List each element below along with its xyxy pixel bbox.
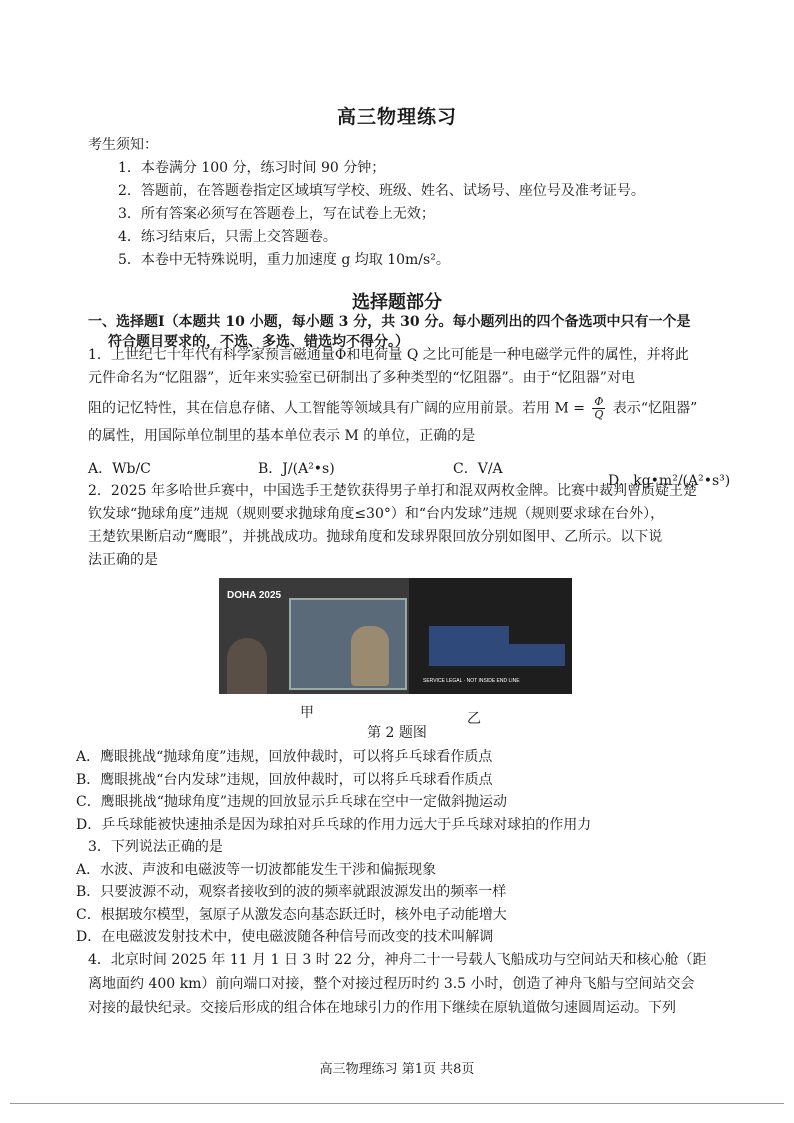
doha-label: DOHA 2025 [227, 590, 282, 601]
question-1 [88, 344, 720, 448]
notice-item: 4．练习结束后，只需上交答题卷。 [118, 229, 337, 245]
figure-table-tennis [219, 578, 572, 694]
q2-line: 王楚钦果断启动“鹰眼”，并挑战成功。抛球角度和发球界限回放分别如图甲、乙所示。以下说 [88, 529, 663, 545]
q3-option-b: B．只要波源不动，观察者接收到的波的频率就跟波源发出的频率一样 [76, 884, 507, 900]
question-3 [76, 836, 726, 949]
figure-label-yi: 乙 [467, 711, 481, 727]
q1-option-c: C．V/A [453, 461, 503, 477]
q1-option-b: B．J/(A²•s) [258, 461, 335, 477]
q1-line: 的属性，用国际单位制里的基本单位表示 M 的单位，正确的是 [88, 428, 476, 444]
q4-line: 离地面约 400 km）前向端口对接，整个对接过程历时约 3.5 小时，创造了神舟飞船与空间站交会 [88, 976, 695, 992]
question-4 [88, 948, 720, 1020]
fraction-numerator: Φ [594, 395, 604, 408]
q2-line: 钦发球“抛球角度”违规（规则要求抛球角度≤30°）和“台内发球”违规（规则要求球在台外）， [88, 506, 665, 522]
notice-item: 5．本卷中无特殊说明，重力加速度 g 均取 10m/s²。 [118, 252, 450, 268]
question-2 [88, 480, 720, 572]
fraction-denominator: Q [594, 408, 604, 421]
section-desc-line1: 一、选择题Ⅰ（本题共 10 小题，每小题 3 分，共 30 分。每小题列出的四个备选项中只有一个是 [88, 314, 691, 330]
formula-fraction [592, 396, 605, 421]
q1-option-d: D．kg•m²/(A²•s³) [608, 473, 731, 489]
q4-line: 对接的最快纪录。交接后形成的组合体在地球引力的作用下继续在原轨道做匀速圆周运动。下列 [88, 1000, 676, 1016]
page-title: 高三物理练习 [336, 106, 457, 128]
replay-inset [289, 598, 407, 690]
notice-item: 2．答题前，在答题卷指定区域填写学校、班级、姓名、试场号、座位号及准考证号。 [118, 183, 645, 199]
q3-option-c: C．根据玻尔模型，氢原子从激发态向基态跃迁时，核外电子动能增大 [76, 906, 507, 923]
notice-item: 1．本卷满分 100 分，练习时间 90 分钟； [118, 160, 386, 176]
q2-line: 法正确的是 [88, 552, 158, 568]
umpire-silhouette [227, 638, 267, 694]
player-silhouette [351, 626, 389, 686]
q3-option-d: D．在电磁波发射技术中，使电磁波随各种信号而改变的技术叫解调 [76, 929, 494, 945]
bottom-divider [10, 1103, 784, 1104]
q1-line3-end: 表示“忆阻器” [612, 400, 698, 417]
section-title: 选择题部分 [352, 292, 442, 313]
q1-option-a: A．Wb/C [88, 461, 151, 477]
notice-item: 3．所有答案必须写在答题卷上，写在试卷上无效； [118, 206, 435, 222]
figure-jia [219, 578, 409, 694]
q2-option-c: C．鹰眼挑战“抛球角度”违规的回放显示乒乓球在空中一定做斜抛运动 [76, 794, 508, 810]
q2-option-d: D．乒乓球能被快速抽杀是因为球拍对乒乓球的作用力远大于乒乓球对球拍的作用力 [76, 816, 592, 833]
notice-heading: 考生须知： [88, 137, 158, 153]
q2-line: 2．2025 年多哈世乒赛中，中国选手王楚钦获得男子单打和混双两枚金牌。比赛中裁判曾质疑王楚 [88, 483, 697, 499]
q4-line: 4．北京时间 2025 年 11 月 1 日 3 时 22 分，神舟二十一号载人飞船成功与空间站天和核心舱（距 [88, 952, 707, 968]
figure-caption: 第 2 题图 [367, 725, 427, 741]
q3-option-a: A．水波、声波和电磁波等一切波都能发生干涉和偏振现象 [76, 861, 437, 878]
figure-yi [409, 578, 572, 694]
page-footer: 高三物理练习 第1页 共8页 [319, 1062, 475, 1077]
service-label: SERVICE LEGAL · NOT INSIDE END LINE [423, 678, 520, 684]
q3-stem: 3．下列说法正确的是 [88, 839, 223, 855]
q2-option-b: B．鹰眼挑战“台内发球”违规，回放仲裁时，可以将乒乓球看作质点 [76, 771, 493, 788]
q1-line3-start: 阻的记忆特性，其在信息存储、人工智能等领域具有广阔的应用前景。若用 M = [88, 400, 585, 417]
section-desc-line2: 符合题目要求的，不选、多选、错选均不得分。） [108, 334, 409, 350]
table-surface [429, 626, 509, 646]
q1-line: 1．上世纪七十年代有科学家预言磁通量Φ和电荷量 Q 之比可能是一种电磁学元件的属性，并将此 [88, 347, 689, 363]
notice-list [118, 157, 645, 272]
q2-options [76, 746, 726, 836]
q2-option-a: A．鹰眼挑战“抛球角度”违规，回放仲裁时，可以将乒乓球看作质点 [76, 749, 493, 765]
table-edge [429, 644, 565, 666]
q1-line: 元件命名为“忆阻器”，近年来实验室已研制出了多种类型的“忆阻器”。由于“忆阻器”对电 [88, 370, 635, 386]
q1-line-formula [88, 396, 720, 421]
figure-label-jia: 甲 [300, 705, 314, 721]
